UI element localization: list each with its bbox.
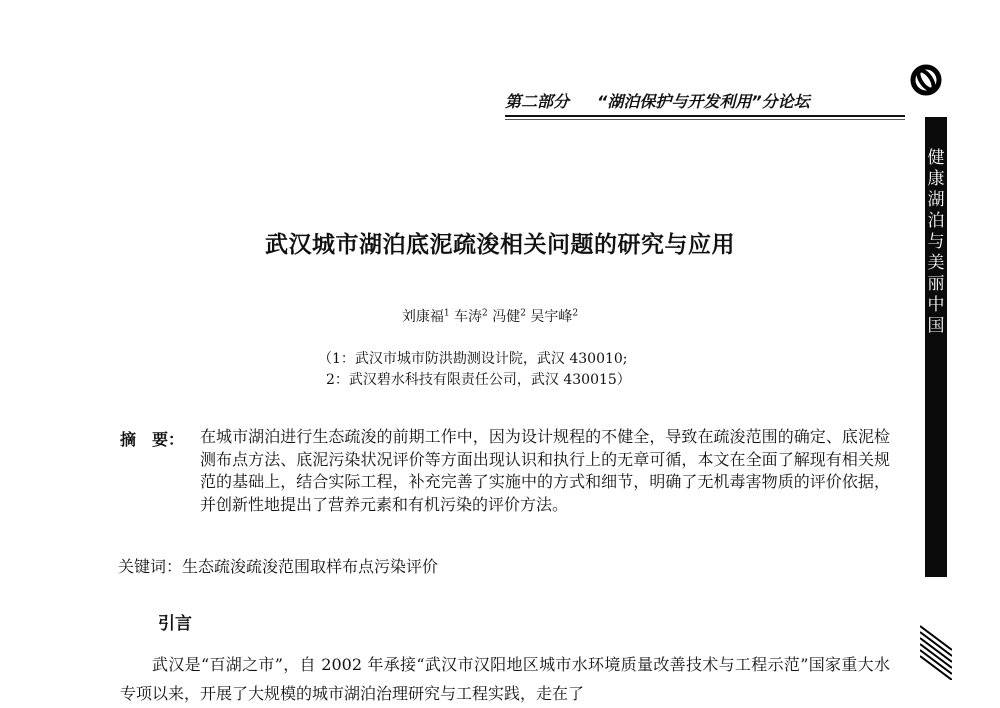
author-name: 吴宇峰	[530, 309, 573, 325]
abstract-text: 在城市湖泊进行生态疏浚的前期工作中，因为设计规程的不健全，导致在疏浚范围的确定、底泥检测布点方法、底泥污染状况评价等方面出现认识和执行上的无章可循，本文在全面了解现有相关规范的基础上，结合实际工程，补充完善了实施中的方式和细节，明确了无机毒害物质的评价依据，并创新性地提出了营养元素和有机污染的评价方法。	[200, 427, 890, 514]
section-heading-intro: 引言	[158, 614, 192, 634]
header-rule	[505, 115, 905, 117]
header-forum: “湖泊保护与开发利用”分论坛	[597, 91, 810, 111]
author-name: 车涛	[454, 309, 483, 325]
conference-logo-icon	[908, 62, 944, 98]
affiliations	[318, 349, 631, 391]
header-rule-thin	[505, 119, 905, 120]
side-tab-hatch	[920, 620, 952, 680]
abstract-label: 摘 要：	[120, 430, 185, 449]
author-name: 冯健	[492, 309, 521, 325]
author-affil-mark: 2	[572, 308, 579, 319]
side-tab-label: 健康湖泊与美丽中国	[927, 148, 945, 336]
author-list	[350, 306, 630, 326]
running-header	[505, 87, 900, 113]
keywords: 关键词：生态疏浚疏浚范围取样布点污染评价	[118, 557, 439, 576]
author-affil-mark: 2	[482, 308, 488, 319]
author-affil-mark: 2	[520, 308, 526, 319]
header-part: 第二部分	[505, 91, 570, 111]
paper-title: 武汉城市湖泊底泥疏浚相关问题的研究与应用	[265, 231, 735, 258]
affiliation-line: 2：武汉碧水科技有限责任公司，武汉 430015）	[326, 372, 631, 388]
affiliation-line: （1：武汉市城市防洪勘测设计院，武汉 430010;	[318, 351, 628, 367]
author-affil-mark: 1	[443, 308, 450, 319]
intro-paragraph: 武汉是“百湖之市”，自 2002 年承接“武汉市汉阳地区城市水环境质量改善技术与工程示范”国家重大水专项以来，开展了大规模的城市湖泊治理研究与工程实践，走在了	[120, 655, 890, 703]
author-name: 刘康福	[401, 309, 444, 325]
